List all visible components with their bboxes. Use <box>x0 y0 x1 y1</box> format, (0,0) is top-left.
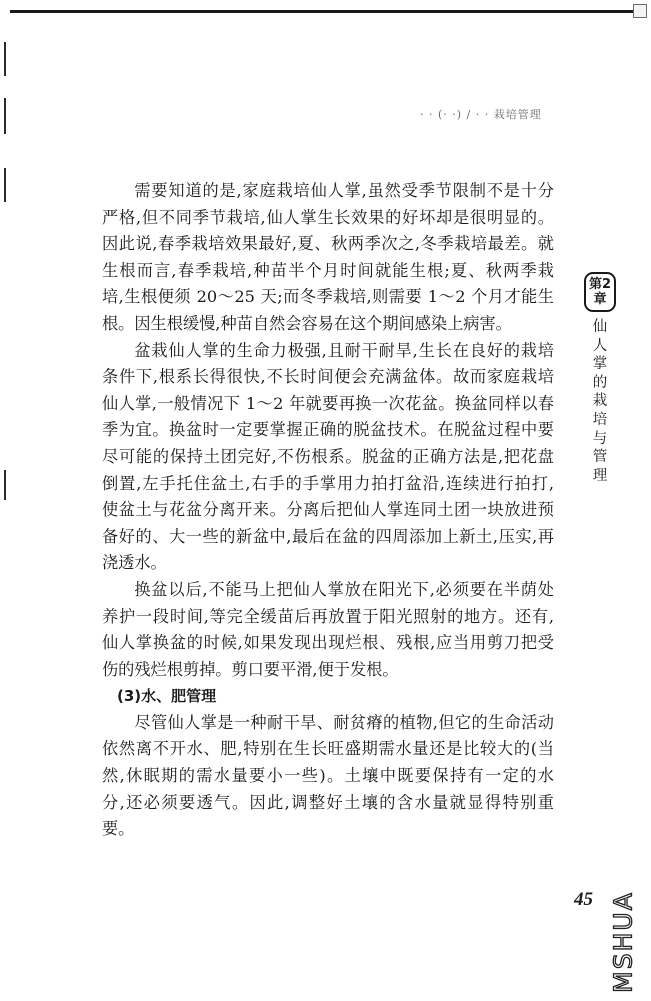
text-line: 培,生根便须 20～25 天;而冬季栽培,则需要 1～2 个月才能生 <box>102 287 554 307</box>
watermark <box>598 888 648 996</box>
chapter-title: 仙 人 掌 的 栽 培 与 管 理 <box>592 319 608 484</box>
text-line: 分,还必须要透气。因此,调整好土壤的含水量就显得特别重 <box>102 792 554 812</box>
text-line: 仙人掌换盆的时候,如果发现出现烂根、残根,应当用剪刀把受 <box>102 633 554 653</box>
text-line: 生根而言,春季栽培,种苗半个月时间就能生根;夏、秋两季栽 <box>102 260 554 280</box>
text-line: 季为宜。换盆时一定要掌握正确的脱盆技术。在脱盆过程中要 <box>102 420 554 440</box>
text-line: 伤的残烂根剪掉。剪口要平滑,便于发根。 <box>102 659 399 679</box>
chapter-tab <box>583 272 617 485</box>
text-line: 依然离不开水、肥,特别在生长旺盛期需水量还是比较大的(当 <box>102 739 554 759</box>
text-line: 尽管仙人掌是一种耐干旱、耐贫瘠的植物,但它的生命活动 <box>134 712 554 732</box>
text-line: 仙人掌,一般情况下 1～2 年就要再换一次花盆。换盆同样以春 <box>102 393 554 413</box>
text-line: 换盆以后,不能马上把仙人掌放在阳光下,必须要在半荫处 <box>134 579 554 599</box>
body-text <box>102 178 554 843</box>
text-line: 使盆土与花盆分离开来。分离后把仙人掌连同土团一块放进预 <box>102 500 554 520</box>
top-border-rule <box>10 10 634 13</box>
text-line: 然,休眠期的需水量要小一些)。土壤中既要保持有一定的水 <box>102 766 554 786</box>
running-head: · · (· ·) / · · 栽培管理 <box>420 108 542 121</box>
text-line: 严格,但不同季节栽培,仙人掌生长效果的好坏却是很明显的。 <box>102 207 554 227</box>
text-line: 备好的、大一些的新盆中,最后在盆的四周添加上新土,压实,再 <box>102 526 554 546</box>
text-line: 要。 <box>102 819 135 839</box>
binding-edge-mark <box>4 168 6 202</box>
binding-edge-mark <box>4 98 6 134</box>
binding-edge-mark <box>4 42 6 76</box>
text-line: 需要知道的是,家庭栽培仙人掌,虽然受季节限制不是十分 <box>134 181 554 200</box>
text-line: 养护一段时间,等完全缓苗后再放置于阳光照射的地方。还有, <box>102 606 554 626</box>
text-line: 尽可能的保持土团完好,不伤根系。脱盆的正确方法是,把花盘 <box>102 446 554 466</box>
text-line: 因此说,春季栽培效果最好,夏、秋两季次之,冬季栽培最差。就 <box>102 234 554 254</box>
page-number: 45 <box>574 889 593 910</box>
watermark-text: MSHUA <box>608 891 638 993</box>
corner-scan-mark <box>633 4 647 18</box>
binding-edge-mark <box>4 470 6 500</box>
text-line: 条件下,根系长得很快,不长时间便会充满盆体。故而家庭栽培 <box>102 367 554 387</box>
section-heading: (3)水、肥管理 <box>117 687 217 706</box>
text-line: 倒置,左手托住盆土,右手的手掌用力拍打盆沿,连续进行拍打, <box>102 473 554 493</box>
text-line: 根。因生根缓慢,种苗自然会容易在这个期间感染上病害。 <box>102 313 512 333</box>
chapter-badge: 第2章 <box>584 272 616 312</box>
text-line: 浇透水。 <box>102 553 167 573</box>
text-line: 盆栽仙人掌的生命力极强,且耐干耐旱,生长在良好的栽培 <box>134 340 554 360</box>
